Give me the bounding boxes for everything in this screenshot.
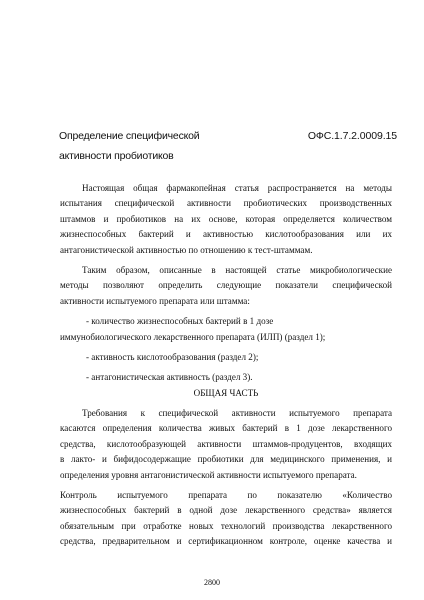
- list-item-1-line-1: - количество жизнеспособных бактерий в 1 дозе: [86, 316, 274, 327]
- paragraph-4-line-2: жизнеспособных бактерий в одной дозе лекарственного средства» является: [60, 505, 392, 516]
- paragraph-3-line-4: в лакто- и бифидосодержащие пробиотики для медицинского применения, и: [60, 454, 392, 465]
- paragraph-4: [60, 488, 392, 550]
- paragraph-3-line-3: средства, кислотообразующей активности штаммов-продуцентов, входящих: [60, 438, 392, 449]
- section-title: ОБЩАЯ ЧАСТЬ: [193, 387, 259, 398]
- paragraph-1-line-1: Настоящая общая фармакопейная статья распространяется на методы: [82, 183, 392, 193]
- paragraph-1: [60, 181, 392, 258]
- paragraph-2-line-3: активности испытуемого препарата или штамма:: [60, 295, 250, 306]
- list-item-1-line-2: иммунобиологического лекарственного препарата (ИЛП) (раздел 1);: [60, 331, 326, 342]
- header-title-line-1: Определение специфической: [59, 130, 200, 142]
- paragraph-4-line-4: средства, предварительном и сертификационном контроле, оценке качества и: [60, 536, 392, 547]
- paragraph-2-line-2: методы позволяют определить следующие показатели специфической: [60, 280, 392, 291]
- paragraph-4-line-1: Контроль испытуемого препарата по показателю «Количество: [60, 490, 392, 501]
- indicator-list: [60, 314, 392, 386]
- list-item-3: - антагонистическая активность (раздел 3).: [86, 372, 253, 383]
- header-code: ОФС.1.7.2.0009.15: [307, 130, 397, 142]
- page-number: 2800: [204, 578, 220, 587]
- paragraph-3-line-5: определения уровня антагонистической активности испытуемого препарата.: [60, 469, 357, 480]
- paragraph-3-line-1: Требования к специфической активности испытуемого препарата: [82, 408, 392, 419]
- paragraph-2-line-1: Таким образом, описанные в настоящей статье микробиологические: [82, 264, 392, 275]
- paragraph-1-line-2: испытания специфической активности пробиотических производственных: [60, 198, 392, 209]
- paragraph-2: [60, 263, 392, 309]
- paragraph-4-line-3: обязательным при отработке новых технологий производства лекарственного: [60, 520, 392, 531]
- paragraph-1-line-4: жизнеспособных бактерий и активностью кислотообразования или их: [60, 229, 392, 240]
- document-body: [60, 181, 392, 550]
- header-title-line-2: активности пробиотиков: [59, 150, 174, 162]
- paragraph-1-line-3: штаммов и пробиотиков на их основе, которая определяется количеством: [60, 213, 392, 224]
- list-item-2: - активность кислотообразования (раздел 2);: [86, 351, 259, 362]
- header-title: [59, 126, 259, 166]
- paragraph-3-line-2: касаются определения количества живых бактерий в 1 дозе лекарственного: [60, 423, 392, 434]
- paragraph-1-line-5: антагонистической активностью по отношению к тест-штаммам.: [60, 244, 313, 255]
- paragraph-3: [60, 406, 392, 483]
